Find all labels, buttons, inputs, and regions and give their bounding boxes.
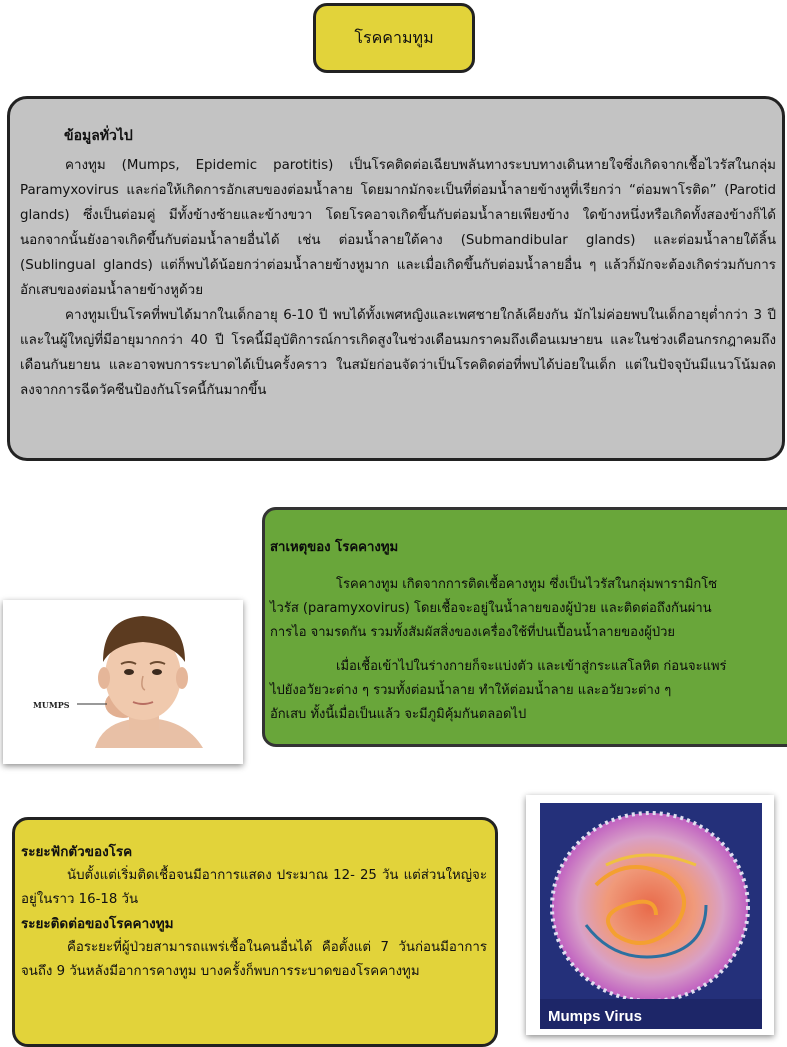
- incubation-box: [12, 817, 498, 1047]
- virus-caption: Mumps Virus: [548, 1008, 642, 1025]
- cause-heading: สาเหตุของ โรคคางทูม: [270, 540, 399, 555]
- general-info-box: [7, 96, 785, 461]
- cause-p1-line-2: ไวรัส (paramyxovirus) โดยเชื้อจะอยู่ในน้ำลายของผู้ป่วย และติดต่อถึงกันผ่าน: [270, 601, 712, 616]
- incubation-text: นับตั้งแต่เริ่มติดเชื้อจนมีอาการแสดง ประมาณ 12- 25 วัน แต่ส่วนใหญ่จะอยู่ในราว 16-18 วัน: [21, 868, 487, 907]
- child-illustration: [3, 600, 243, 764]
- general-info-paragraph-2: คางทูมเป็นโรคที่พบได้มากในเด็กอายุ 6-10 ปี พบได้ทั้งเพศหญิงและเพศชายใกล้เคียงกัน มักไม่ค่อยพบในเด็กอายุต่ำกว่า 3 ปี และในผู้ใหญ่ที่มีอายุมากกว่า 40 ปี โรคนี้มีอุบัติการณ์การเกิดสูงในช่วงเดือนมกราคมถึงเดือนเมษายน และในช่วงเดือนกรกฎาคมถึงเดือนกันยายน และอาจพบการระบาดได้เป็นครั้งคราว ในสมัยก่อนจัดว่าเป็นโรคติดต่อที่พบได้บ่อยในเด็ก แต่ในปัจจุบันมีแนวโน้มลดลงจากการฉีดวัคซีนป้องกันโรคนี้กันมากขึ้น: [20, 308, 776, 398]
- page-title: โรคคามทูม: [354, 27, 434, 47]
- virus-illustration: [526, 795, 774, 1035]
- mumps-virus-photo: [526, 795, 774, 1035]
- contagious-heading: ระยะติดต่อของโรคคางทูม: [21, 916, 174, 932]
- cause-p1-line-1: โรคคางทูม เกิดจากการติดเชื้อคางทูม ซึ่งเป็นไวรัสในกลุ่มพารามิกโซ: [336, 577, 718, 592]
- cause-p1-line-3: การไอ จามรดกัน รวมทั้งสัมผัสสิ่งของเครื่องใช้ที่ปนเปื้อนน้ำลายของผู้ป่วย: [270, 625, 676, 640]
- cause-p2-line-1: เมื่อเชื้อเข้าไปในร่างกายก็จะแบ่งตัว และเข้าสู่กระแสโลหิต ก่อนจะแพร่: [336, 659, 727, 674]
- mumps-child-photo: [3, 600, 243, 764]
- contagious-text: คือระยะที่ผู้ป่วยสามารถแพร่เชื้อในคนอื่นได้ คือตั้งแต่ 7 วันก่อนมีอาการ จนถึง 9 วันหลังมีอาการคางทูม บางครั้งก็พบการระบาดของโรคคางทูม: [21, 940, 487, 979]
- cause-paragraph-2: [270, 655, 787, 727]
- incubation-heading: ระยะฟักตัวของโรค: [21, 844, 133, 860]
- page-title-box: [313, 3, 475, 73]
- cause-box: [262, 507, 787, 747]
- general-info-heading: ข้อมูลทั่วไป: [64, 128, 133, 144]
- cause-p2-line-2: ไปยังอวัยวะต่าง ๆ รวมทั้งต่อมน้ำลาย ทำให้ต่อมน้ำลาย และอวัยวะต่าง ๆ: [270, 683, 672, 698]
- cause-paragraph-1: [270, 573, 787, 645]
- cause-p2-line-3: อักเสบ ทั้งนี้เมื่อเป็นแล้ว จะมีภูมิคุ้มกันตลอดไป: [270, 707, 527, 722]
- general-info-paragraph-1: คางทูม (Mumps, Epidemic parotitis) เป็นโรคติดต่อเฉียบพลันทางระบบทางเดินหายใจซึ่งเกิดจากเชื้อไวรัสในกลุ่ม Paramyxovirus และก่อให้เกิดการอักเสบของต่อมน้ำลาย โดยมากมักจะเป็นที่ต่อมน้ำลายข้างหูที่เรียกว่า “ต่อมพาโรติด” (Parotid glands) ซึ่งเป็นต่อมคู่ มีทั้งข้างซ้ายและข้างขวา โดยโรคอาจเกิดขึ้นกับต่อมน้ำลายเพียงข้าง ใดข้างหนึ่งหรือเกิดทั้งสองข้างก็ได้ นอกจากนั้นยังอาจเกิดขึ้นกับต่อมน้ำลายอื่นได้ เช่น ต่อมน้ำลายใต้คาง (Submandibular glands) และต่อมน้ำลายใต้ลิ้น (Sublingual glands) แต่ก็พบได้น้อยกว่าต่อมน้ำลายข้างหูมาก และเมื่อเกิดขึ้นกับต่อมน้ำลายอื่น ๆ แล้วก็มักจะต้องเกิดร่วมกับการอักเสบของต่อมน้ำลายข้างหูด้วย: [20, 158, 776, 298]
- mumps-label: MUMPS: [33, 700, 70, 710]
